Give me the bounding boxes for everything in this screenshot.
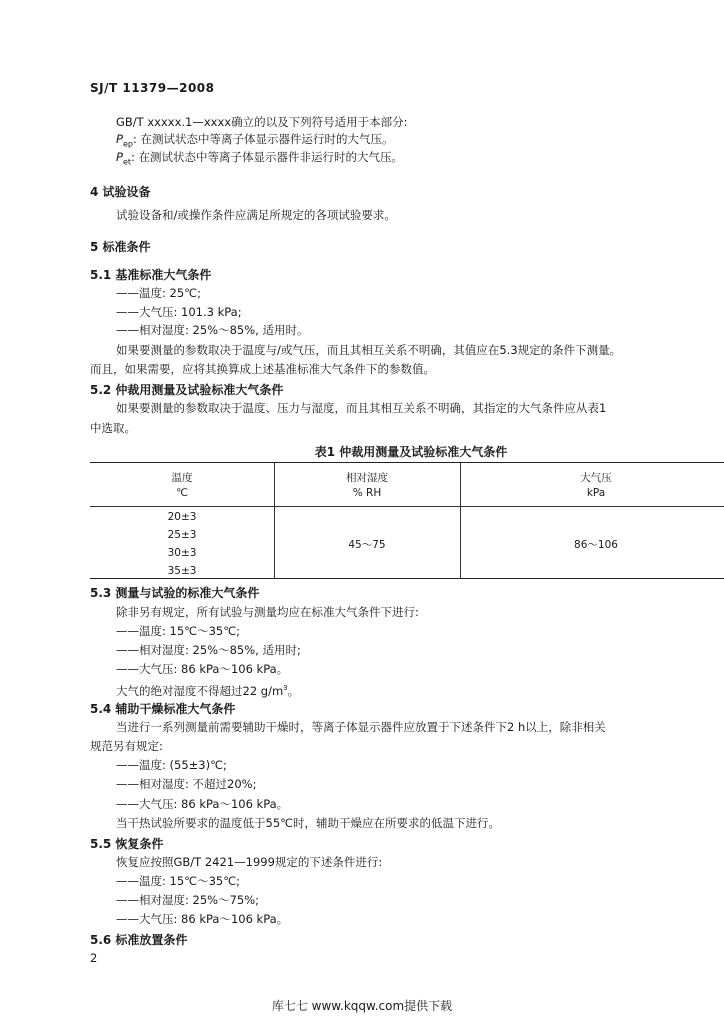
table-cell-temp: 30±3 xyxy=(167,547,197,559)
list-item: ——温度: 25℃; xyxy=(116,286,201,300)
table-header-temp: 温度 xyxy=(171,472,193,484)
table-header-pressure-unit: kPa xyxy=(586,487,606,499)
intro-line: GB/T xxxxx.1—xxxx确立的以及下列符号适用于本部分: xyxy=(116,115,408,129)
page-number: 2 xyxy=(90,951,98,965)
table-header-humidity: 相对湿度 xyxy=(346,472,388,484)
conditions-table xyxy=(90,462,724,579)
standard-number: SJ/T 11379—2008 xyxy=(90,81,215,95)
symbol-var: P xyxy=(116,150,123,164)
section-5-6-title: 5.6 标准放置条件 xyxy=(90,933,188,947)
section-5-5-intro: 恢复应按照GB/T 2421—1999规定的下述条件进行: xyxy=(116,855,383,869)
note-text: 大气的绝对湿度不得超过22 g/m xyxy=(116,683,284,698)
list-item: ——温度: 15℃～35℃; xyxy=(116,874,241,888)
symbol-sub: ep xyxy=(122,139,133,149)
section-5-2-para: 如果要测量的参数取决于温度、压力与湿度，而且其相互关系不明确，其指定的大气条件应从表1 xyxy=(116,401,607,415)
section-5-1-title: 5.1 基准标准大气条件 xyxy=(90,268,212,282)
section-5-3-title: 5.3 测量与试验的标准大气条件 xyxy=(90,586,260,600)
list-item: ——相对湿度: 不超过20%; xyxy=(116,777,257,791)
section-5-3-note xyxy=(116,680,299,699)
note-end: 。 xyxy=(287,683,300,698)
list-item: ——大气压: 86 kPa～106 kPa。 xyxy=(116,797,289,811)
symbol-text: : 在测试状态中等离子体显示器件运行时的大气压。 xyxy=(132,132,394,146)
symbol-var: P xyxy=(116,132,123,146)
section-5-2-para-cont: 中选取。 xyxy=(90,421,136,435)
symbol-text: : 在测试状态中等离子体显示器件非运行时的大气压。 xyxy=(131,150,404,164)
section-5-4-para: 当进行一系列测量前需要辅助干燥时，等离子体显示器件应放置于下述条件下2 h以上，除非相关 xyxy=(116,720,606,734)
symbol-definition-et xyxy=(116,149,403,170)
list-item: ——相对湿度: 25%～85%, 适用时; xyxy=(116,643,301,657)
list-item: ——大气压: 86 kPa～106 kPa。 xyxy=(116,662,289,676)
list-item: ——相对湿度: 25%～75%; xyxy=(116,893,260,907)
section-5-title: 5 标准条件 xyxy=(90,240,151,254)
list-item: ——大气压: 101.3 kPa; xyxy=(116,305,242,319)
section-5-2-title: 5.2 仲裁用测量及试验标准大气条件 xyxy=(90,383,284,397)
section-5-4-para-2: 当干热试验所要求的温度低于55℃时，辅助干燥应在所要求的低温下进行。 xyxy=(116,816,501,830)
section-5-1-para: 如果要测量的参数取决于温度与/或气压，而且其相互关系不明确，其值应在5.3规定的条件下测量。 xyxy=(116,343,622,357)
section-5-4-para-cont: 规范另有规定: xyxy=(90,739,163,753)
section-4-title: 4 试验设备 xyxy=(90,185,151,199)
list-item: ——温度: (55±3)℃; xyxy=(116,758,227,772)
table-cell-temp: 35±3 xyxy=(167,565,197,577)
table-cell-temp: 25±3 xyxy=(167,529,197,541)
list-item: ——相对湿度: 25%～85%, 适用时。 xyxy=(116,323,309,337)
footer-watermark: 库七七 www.kqqw.com提供下载 xyxy=(271,999,453,1013)
list-item: ——大气压: 86 kPa～106 kPa。 xyxy=(116,912,289,926)
table-header-temp-unit: ℃ xyxy=(176,487,188,499)
table-header-pressure: 大气压 xyxy=(580,472,612,484)
section-5-5-title: 5.5 恢复条件 xyxy=(90,837,164,851)
section-5-1-para-cont: 而且，如果需要，应将其换算成上述基准标准大气条件下的参数值。 xyxy=(90,362,435,376)
table-cell-humidity: 45～75 xyxy=(348,539,386,551)
section-4-body: 试验设备和/或操作条件应满足所规定的各项试验要求。 xyxy=(116,208,396,222)
section-5-4-title: 5.4 辅助干燥标准大气条件 xyxy=(90,702,236,716)
table-cell-temp: 20±3 xyxy=(167,511,197,523)
symbol-sub: et xyxy=(122,157,131,167)
table-cell-pressure: 86～106 xyxy=(574,539,618,551)
list-item: ——温度: 15℃～35℃; xyxy=(116,624,241,638)
table-caption: 表1 仲裁用测量及试验标准大气条件 xyxy=(314,445,508,459)
note-sup: 3 xyxy=(283,684,288,692)
section-5-3-intro: 除非另有规定，所有试验与测量均应在标准大气条件下进行: xyxy=(116,605,419,619)
table-header-humidity-unit: % RH xyxy=(352,487,382,499)
